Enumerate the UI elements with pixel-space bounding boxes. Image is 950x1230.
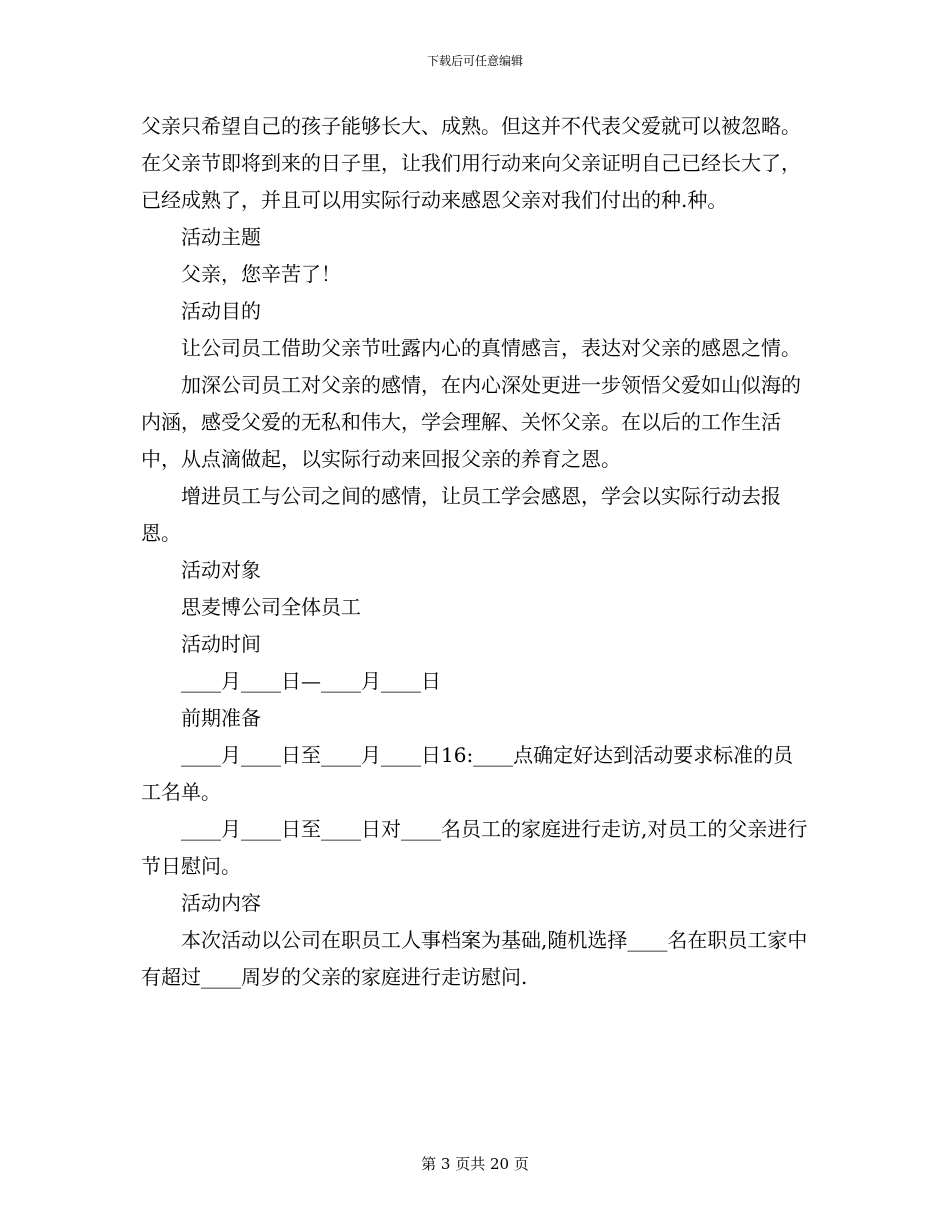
heading-activity-target: 活动对象 (181, 558, 261, 582)
heading-activity-content: 活动内容 (181, 891, 261, 915)
paragraph-purpose-2: 加深公司员工对父亲的感情，在内心深处更进一步领悟父爱如山似海的内涵，感受父爱的无私和伟大，学会理解、关怀父亲。在以后的工作生活中，从点滴做起，以实际行动来回报父亲的养育之恩。 (141, 373, 801, 471)
paragraph-purpose-3: 增进员工与公司之间的感情，让员工学会感恩，学会以实际行动去报恩。 (141, 484, 781, 545)
heading-preparation: 前期准备 (181, 706, 261, 730)
page-header: 下载后可任意编辑 (426, 54, 523, 68)
paragraph-preparation-2: ____月____日至____日对____名员工的家庭进行走访,对员工的父亲进行节日慰问。 (141, 817, 808, 878)
document-body (141, 108, 811, 996)
heading-activity-theme: 活动主题 (181, 225, 261, 249)
paragraph-preparation-1: ____月____日至____月____日16:____点确定好达到活动要求标准的员工名单。 (141, 743, 794, 804)
paragraph-target: 思麦博公司全体员工 (181, 595, 361, 619)
heading-activity-time: 活动时间 (181, 632, 261, 656)
paragraph-time: ____月____日—____月____日 (181, 669, 441, 693)
paragraph-intro: 父亲只希望自己的孩子能够长大、成熟。但这并不代表父爱就可以被忽略。在父亲节即将到来的日子里，让我们用行动来向父亲证明自己已经长大了，已经成熟了，并且可以用实际行动来感恩父亲对我们付出的种.种。 (141, 114, 801, 212)
paragraph-purpose-1: 让公司员工借助父亲节吐露内心的真情感言，表达对父亲的感恩之情。 (181, 336, 801, 360)
heading-activity-purpose: 活动目的 (181, 299, 261, 323)
paragraph-content: 本次活动以公司在职员工人事档案为基础,随机选择____名在职员工家中有超过____周岁的父亲的家庭进行走访慰问. (141, 928, 808, 989)
paragraph-theme: 父亲，您辛苦了！ (181, 262, 341, 286)
page-footer: 第 3 页共 20 页 (421, 1155, 529, 1173)
